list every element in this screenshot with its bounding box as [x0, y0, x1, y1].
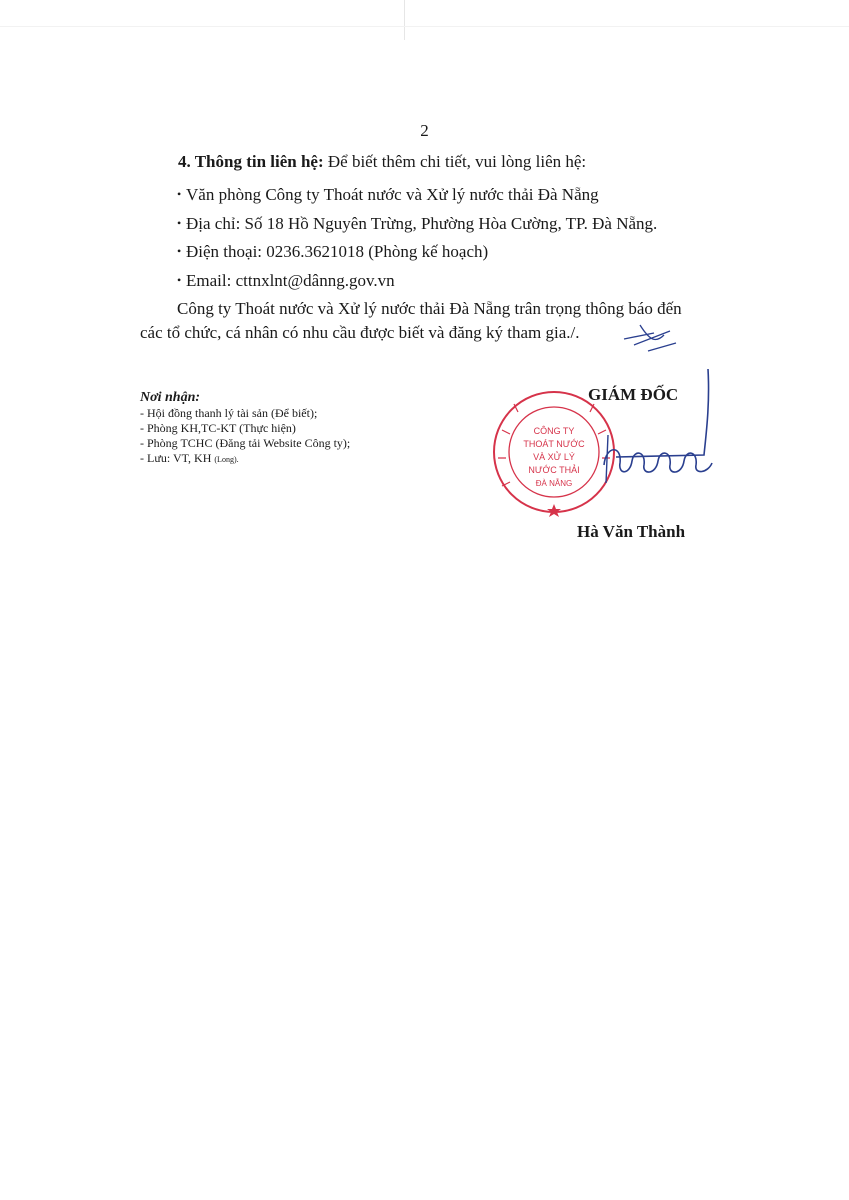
recipient-item: - Phòng KH,TC-KT (Thực hiện)	[140, 421, 296, 435]
recipient-item: - Phòng TCHC (Đăng tải Website Công ty);	[140, 436, 351, 450]
seal-line: VÀ XỬ LÝ	[533, 452, 575, 462]
signatory-title: GIÁM ĐỐC	[588, 385, 679, 404]
contact-item-phone: Điện thoại: 0236.3621018 (Phòng kế hoạch)	[186, 242, 489, 261]
contact-item-email: Email: cttnxlnt@dânng.gov.vn	[186, 271, 395, 290]
seal-line: THOÁT NƯỚC	[523, 439, 585, 449]
scan-fold-line	[404, 0, 405, 40]
seal-line: CÔNG TY	[533, 426, 575, 436]
contact-item	[177, 269, 395, 292]
seal-line: NƯỚC THẢI	[528, 465, 580, 475]
recipients-heading: Nơi nhận:	[140, 390, 201, 405]
recipient-item: - Hội đồng thanh lý tài sản (Để biết);	[140, 406, 318, 420]
contact-item	[177, 240, 488, 263]
seal-star-icon	[547, 504, 561, 517]
closing-line-1: Công ty Thoát nước và Xử lý nước thải Đà Nẵng trân trọng thông báo đến	[177, 299, 682, 318]
recipients-block	[140, 389, 350, 467]
signatory-name: Hà Văn Thành	[577, 522, 686, 541]
seal-line: ĐÀ NẴNG	[535, 479, 573, 488]
director-signature	[586, 365, 736, 525]
contact-intro: Để biết thêm chi tiết, vui lòng liên hệ:	[323, 152, 587, 171]
scan-fold-line	[0, 26, 849, 27]
contact-item	[177, 212, 657, 235]
initials-signature	[620, 315, 680, 355]
page-number: 2	[420, 121, 429, 140]
contact-heading: 4. Thông tin liên hệ:	[178, 152, 324, 171]
contact-item	[177, 183, 599, 206]
recipient-item-archive-note: (Long).	[214, 455, 239, 464]
bullet: •	[177, 216, 182, 230]
bullet: •	[177, 244, 182, 258]
contact-item-office: Văn phòng Công ty Thoát nước và Xử lý nước thải Đà Nẵng	[186, 185, 599, 204]
bullet: •	[177, 273, 182, 287]
contact-item-address: Địa chỉ: Số 18 Hồ Nguyên Trừng, Phường Hòa Cường, TP. Đà Nẵng.	[186, 214, 658, 233]
closing-line-2: các tổ chức, cá nhân có nhu cầu được biết và đăng ký tham gia./.	[140, 323, 580, 342]
contact-heading-line	[178, 151, 586, 173]
recipient-item-archive	[140, 451, 350, 467]
recipient-item-archive-label: - Lưu: VT, KH	[140, 451, 212, 465]
bullet: •	[177, 187, 182, 201]
